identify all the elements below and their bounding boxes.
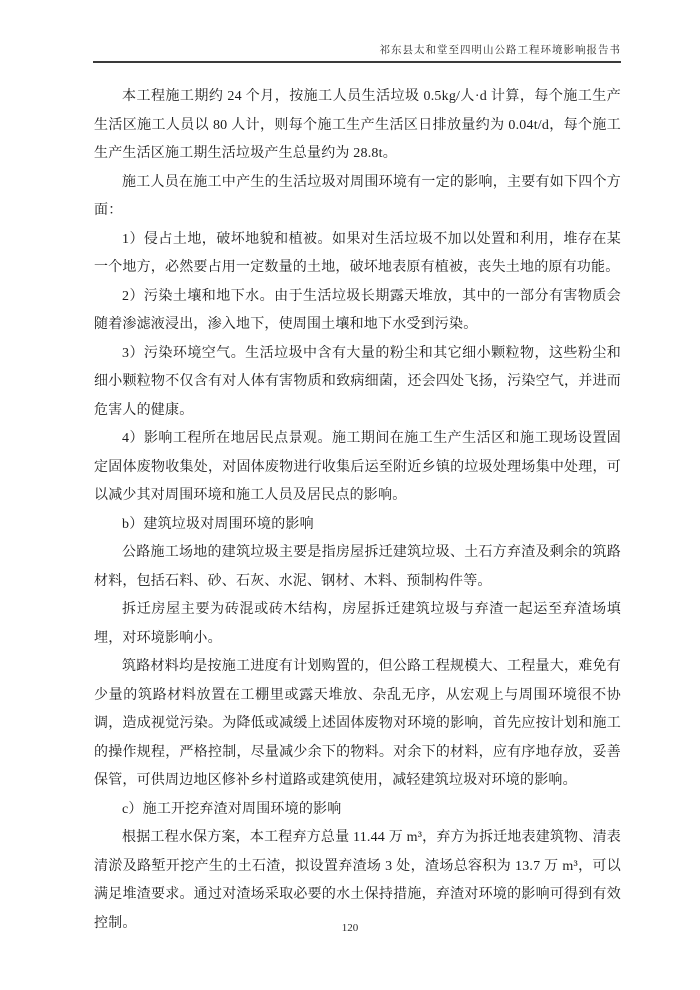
paragraph-spoil-disposal: 根据工程水保方案，本工程弃方总量 11.44 万 m³，弃方为拆迁地表建筑物、清表清淤及路堑开挖产生的土石渣，拟设置弃渣场 3 处，渣场总容积为 13.7 万 m³，可以满足堆渣要求。通过对渣场采取必要的水土保持措施，弃渣对环境的影响可得到有效控制。 <box>94 830 621 931</box>
header-divider-line <box>93 61 621 63</box>
paragraph-demolition-structures: 拆迁房屋主要为砖混或砖木结构，房屋拆迁建筑垃圾与弃渣一起运至弃渣场填埋，对环境影响小。 <box>94 602 621 646</box>
paragraph-construction-debris: 公路施工场地的建筑垃圾主要是指房屋拆迁建筑垃圾、土石方弃渣及剩余的筑路材料，包括石料、砂、石灰、水泥、钢材、木料、预制构件等。 <box>94 545 621 589</box>
paragraph-impact-item-1: 1）侵占土地，破坏地貌和植被。如果对生活垃圾不加以处置和利用，堆存在某一个地方，必然要占用一定数量的土地，破坏地表原有植被，丧失土地的原有功能。 <box>94 231 621 275</box>
page-header-title: 祁东县太和堂至四明山公路工程环境影响报告书 <box>379 45 621 56</box>
page-body <box>94 83 621 938</box>
paragraph-impact-item-3: 3）污染环境空气。生活垃圾中含有大量的粉尘和其它细小颗粒物，这些粉尘和细小颗粒物不仅含有对人体有害物质和致病细菌，还会四处飞扬，污染空气，并进而危害人的健康。 <box>94 345 621 418</box>
paragraph-impact-intro: 施工人员在施工中产生的生活垃圾对周围环境有一定的影响，主要有如下四个方面： <box>94 174 621 218</box>
paragraph-road-materials: 筑路材料均是按施工进度有计划购置的，但公路工程规模大、工程量大，难免有少量的筑路材料放置在工棚里或露天堆放、杂乱无序，从宏观上与周围环境很不协调，造成视觉污染。为降低或减缓上述固体废物对环境的影响，首先应按计划和施工的操作规程，严格控制，尽量减少余下的物料。对余下的材料，应有序地存放，妥善保管，可供周边地区修补乡村道路或建筑使用，减轻建筑垃圾对环境的影响。 <box>94 659 621 788</box>
page-number: 120 <box>341 922 359 934</box>
subsection-heading-b: b）建筑垃圾对周围环境的影响 <box>122 516 314 532</box>
paragraph-impact-item-2: 2）污染土壤和地下水。由于生活垃圾长期露天堆放，其中的一部分有害物质会随着渗滤液浸出，渗入地下，使周围土壤和地下水受到污染。 <box>94 288 621 332</box>
subsection-heading-c: c）施工开挖弃渣对周围环境的影响 <box>122 801 342 817</box>
paragraph-impact-item-4: 4）影响工程所在地居民点景观。施工期间在施工生产生活区和施工现场设置固定固体废物收集处，对固体废物进行收集后运至附近乡镇的垃圾处理场集中处理，可以减少其对周围环境和施工人员及居民点的影响。 <box>94 431 621 503</box>
paragraph-construction-waste-volume: 本工程施工期约 24 个月，按施工人员生活垃圾 0.5kg/人·d 计算，每个施工生产生活区施工人员以 80 人计，则每个施工生产生活区日排放量约为 0.04t/d，每个施工生产生活区施工期生活垃圾产生总量约为 28.8t。 <box>94 89 621 161</box>
